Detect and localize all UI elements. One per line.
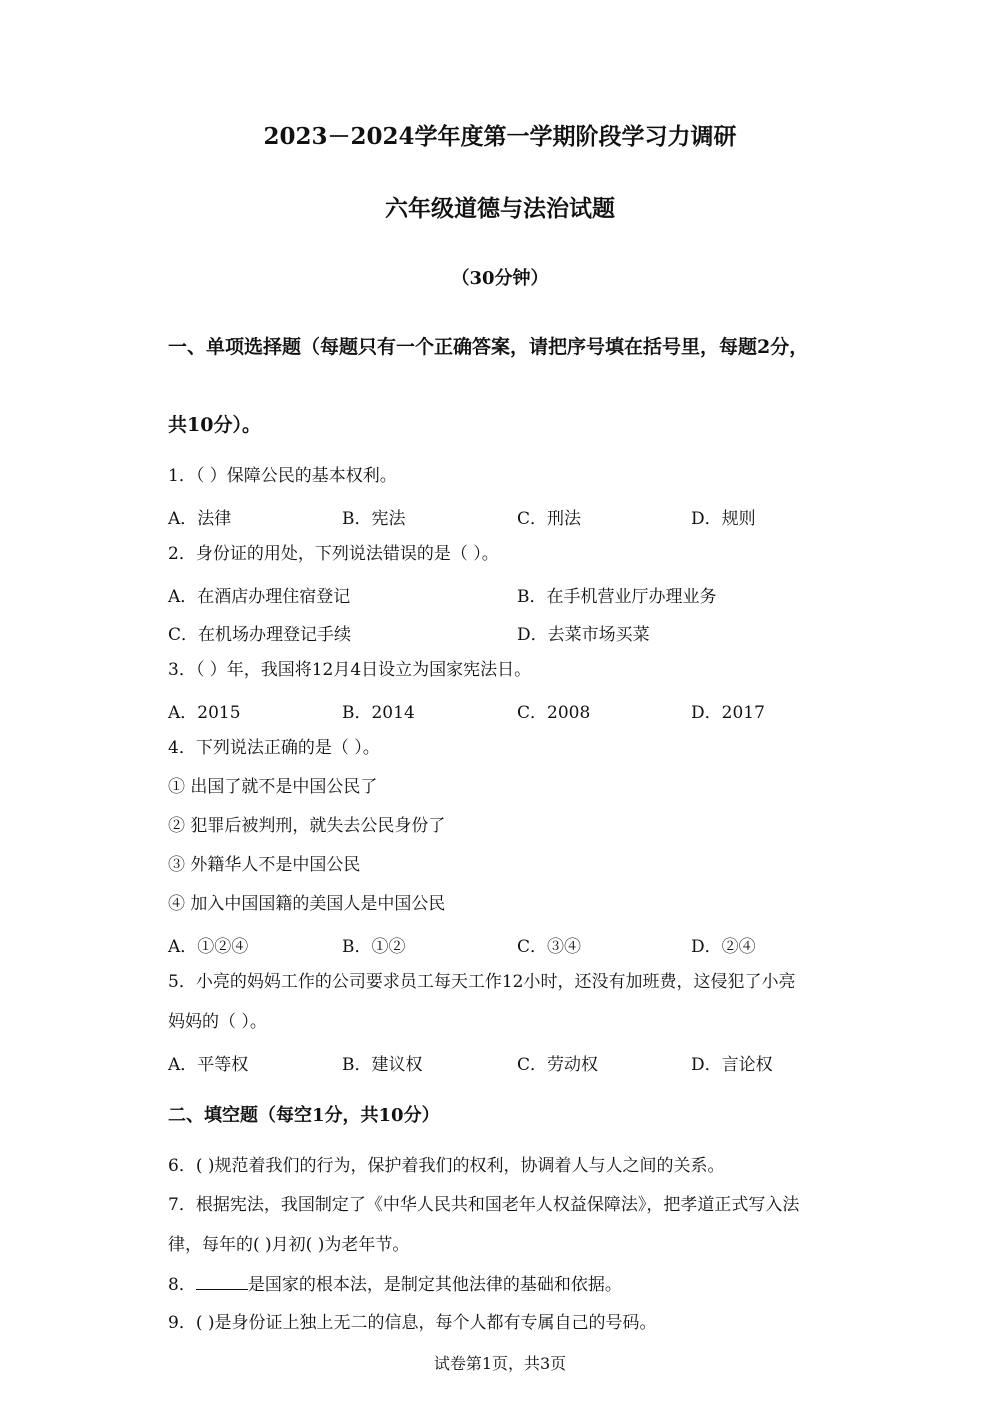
q2-option-b: B．在手机营业厅办理业务	[517, 587, 717, 607]
q5-option-d: D．言论权	[691, 1055, 773, 1075]
q4-option-a: A．①②④	[168, 937, 249, 957]
q4-option-c: C．③④	[517, 937, 582, 957]
q3-option-c: C．2008	[517, 703, 591, 723]
question-2: 2．身份证的用处，下列说法错误的是（ ）。	[168, 544, 499, 564]
page-footer: 试卷第1页，共3页	[433, 1354, 567, 1373]
q2-option-c: C．在机场办理登记手续	[168, 625, 352, 645]
q1-option-c: C．刑法	[517, 509, 582, 529]
q2-option-d: D．去菜市场买菜	[517, 625, 650, 645]
q4-statement-4: ④ 加入中国国籍的美国人是中国公民	[168, 894, 446, 914]
exam-title: 2023－2024学年度第一学期阶段学习力调研	[263, 123, 737, 150]
q3-option-d: D．2017	[691, 703, 765, 723]
section1-heading-line1: 一、单项选择题（每题只有一个正确答案，请把序号填在括号里，每题2分，	[168, 336, 809, 358]
section1-heading-line2: 共10分）。	[168, 414, 261, 436]
q4-statement-1: ① 出国了就不是中国公民了	[168, 777, 378, 797]
q2-option-a: A．在酒店办理住宿登记	[168, 587, 351, 607]
q4-statement-3: ③ 外籍华人不是中国公民	[168, 855, 361, 875]
question-7-line1: 7．根据宪法，我国制定了《中华人民共和国老年人权益保障法》，把孝道正式写入法	[168, 1195, 800, 1215]
q1-option-b: B．宪法	[342, 509, 406, 529]
q5-option-b: B．建议权	[342, 1055, 423, 1075]
q3-option-b: B．2014	[342, 703, 415, 723]
question-5-line1: 5．小亮的妈妈工作的公司要求员工每天工作12小时，还没有加班费，这侵犯了小亮	[168, 972, 796, 992]
question-7-line2: 律，每年的( )月初( )为老年节。	[168, 1235, 410, 1255]
exam-subtitle: 六年级道德与法治试题	[385, 195, 615, 222]
question-9: 9．( )是身份证上独上无二的信息，每个人都有专属自己的号码。	[168, 1313, 657, 1333]
q1-option-a: A．法律	[168, 509, 232, 529]
question-6: 6．( )规范着我们的行为，保护着我们的权利，协调着人与人之间的关系。	[168, 1156, 725, 1176]
q4-statement-2: ② 犯罪后被判刑，就失去公民身份了	[168, 816, 446, 836]
q8-answer-blank[interactable]	[196, 1273, 248, 1290]
q4-option-b: B．①②	[342, 937, 406, 957]
question-4: 4．下列说法正确的是（ ）。	[168, 738, 380, 758]
q4-option-d: D．②④	[691, 937, 756, 957]
section2-heading: 二、填空题（每空1分，共10分）	[168, 1105, 440, 1126]
exam-duration: （30分钟）	[451, 268, 549, 289]
question-1: 1．（ ）保障公民的基本权利。	[168, 466, 397, 486]
q5-option-c: C．劳动权	[517, 1055, 599, 1075]
question-8	[168, 1273, 622, 1296]
q8-number: 8．	[168, 1275, 196, 1295]
question-3: 3．（ ）年，我国将12月4日设立为国家宪法日。	[168, 660, 532, 680]
question-5-line2: 妈妈的（ ）。	[168, 1012, 267, 1032]
q3-option-a: A．2015	[168, 703, 241, 723]
q1-option-d: D．规则	[691, 509, 756, 529]
q5-option-a: A．平等权	[168, 1055, 249, 1075]
q8-text: 是国家的根本法，是制定其他法律的基础和依据。	[247, 1275, 622, 1295]
